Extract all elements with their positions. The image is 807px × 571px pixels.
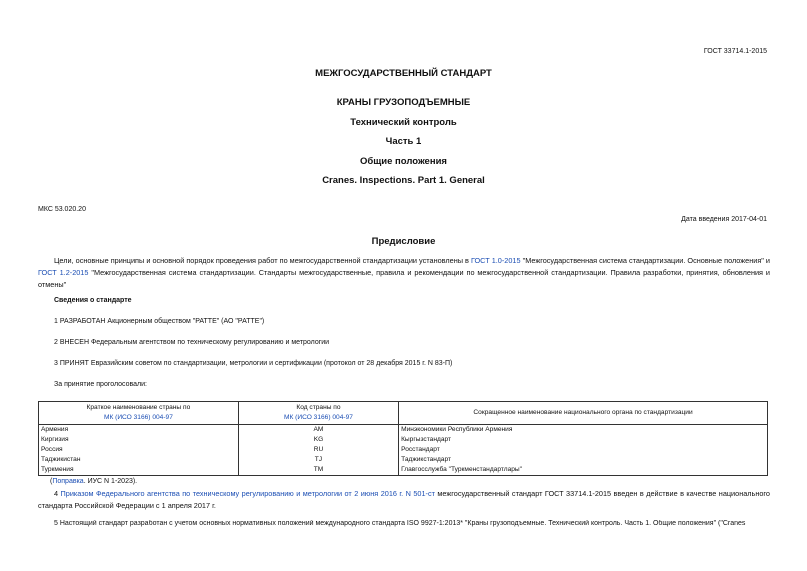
foreword-title: Предисловие (371, 236, 436, 247)
heading: МЕЖГОСУДАРСТВЕННЫЙ СТАНДАРТ (315, 68, 492, 79)
cell-code: RU (238, 445, 398, 455)
table-row (39, 445, 768, 455)
header-code-text: Код страны по (296, 404, 341, 411)
header-country-text: Краткое наименование страны по (86, 404, 191, 411)
foreword-paragraph (38, 255, 770, 291)
table-row (39, 425, 768, 436)
info-title: Сведения о стандарте (54, 297, 132, 304)
states-table (38, 401, 768, 476)
header-country-link[interactable]: МК (ИСО 3166) 004-97 (103, 414, 173, 421)
cell-country: Армения (39, 425, 239, 436)
header-body (399, 402, 768, 425)
english-title: Cranes. Inspections. Part 1. General (322, 175, 485, 186)
table-header-row (39, 402, 768, 425)
item-3: 3 ПРИНЯТ Евразийским советом по стандартизации, метрологии и сертификации (протокол от 28 декабря 2015 г. N 83-П) (54, 360, 453, 367)
cell-country: Россия (39, 445, 239, 455)
amendment-text: . ИУС N 1-2023). (83, 478, 138, 485)
foreword-text-1: Цели, основные принципы и основной порядок проведения работ по межгосударственной стандартизации установлены в (54, 256, 471, 265)
part-title: Общие положения (360, 156, 447, 167)
cell-country: Киргизия (39, 435, 239, 445)
item-2: 2 ВНЕСЕН Федеральным агентством по техническому регулированию и метрологии (54, 339, 330, 346)
gost-1-2-link[interactable]: ГОСТ 1.2-2015 (38, 268, 89, 277)
header-code-link[interactable]: МК (ИСО 3166) 004-97 (284, 414, 353, 421)
header-country (39, 402, 239, 425)
cell-code: TJ (238, 455, 398, 465)
mks-code: МКС 53.020.20 (38, 206, 86, 213)
item-1: 1 РАЗРАБОТАН Акционерным обществом "РАТТЕ" (АО "РАТТЕ") (54, 318, 265, 325)
gost-1-0-link[interactable]: ГОСТ 1.0-2015 (470, 256, 521, 265)
subtitle: Технический контроль (350, 117, 457, 128)
foreword-text-3: "Межгосударственная система стандартизации. Стандарты межгосударственные, правила и рекомендации по межгосударственной стандартизации. Правила разработки, принятия, обновления и отмены" (38, 268, 770, 289)
item-4-num: 4 (54, 489, 61, 498)
intro-date: Дата введения 2017-04-01 (681, 216, 767, 223)
part-label: Часть 1 (385, 136, 422, 147)
cell-body: Главгосслужба "Туркменстандартлары" (399, 465, 768, 476)
voted-label: За принятие проголосовали: (54, 381, 147, 388)
table-row (39, 435, 768, 445)
cell-body: Росстандарт (399, 445, 768, 455)
cell-code: AM (238, 425, 398, 436)
item-4-text: межгосударственный стандарт ГОСТ 33714.1-2015 введен в действие в качестве национального стандарта Российской Федерации с 1 апреля 2017 г. (38, 489, 770, 510)
doc-code: ГОСТ 33714.1-2015 (703, 48, 767, 55)
header-body-text: Сокращенное наименование национального органа по стандартизации (473, 409, 693, 416)
amendment-link[interactable]: Поправка (52, 478, 84, 485)
cell-country: Таджикистан (39, 455, 239, 465)
cell-country: Туркмения (39, 465, 239, 476)
order-link[interactable]: Приказом Федерального агентства по техническому регулированию и метрологии от 2 июня 2016 г. N 501-ст (60, 489, 435, 498)
foreword-text-2: "Межгосударственная система стандартизации. Основные положения" и (520, 256, 770, 265)
amendment-note (50, 478, 137, 485)
header-code (238, 402, 398, 425)
cell-code: KG (238, 435, 398, 445)
page-title: КРАНЫ ГРУЗОПОДЪЕМНЫЕ (336, 97, 471, 108)
cell-body: Таджикстандарт (399, 455, 768, 465)
cell-code: TM (238, 465, 398, 476)
item-5: 5 Настоящий стандарт разработан с учетом основных нормативных положений международного стандарта ISO 9927-1:2013* "Краны грузоподъемные. Технический контроль. Часть 1. Общие положения" ("Cranes (54, 520, 746, 527)
cell-body: Минэкономики Республики Армения (399, 425, 768, 436)
amendment-open: ( (50, 478, 53, 485)
item-4 (38, 488, 770, 512)
table-row (39, 455, 768, 465)
table-row (39, 465, 768, 476)
cell-body: Кыргызстандарт (399, 435, 768, 445)
